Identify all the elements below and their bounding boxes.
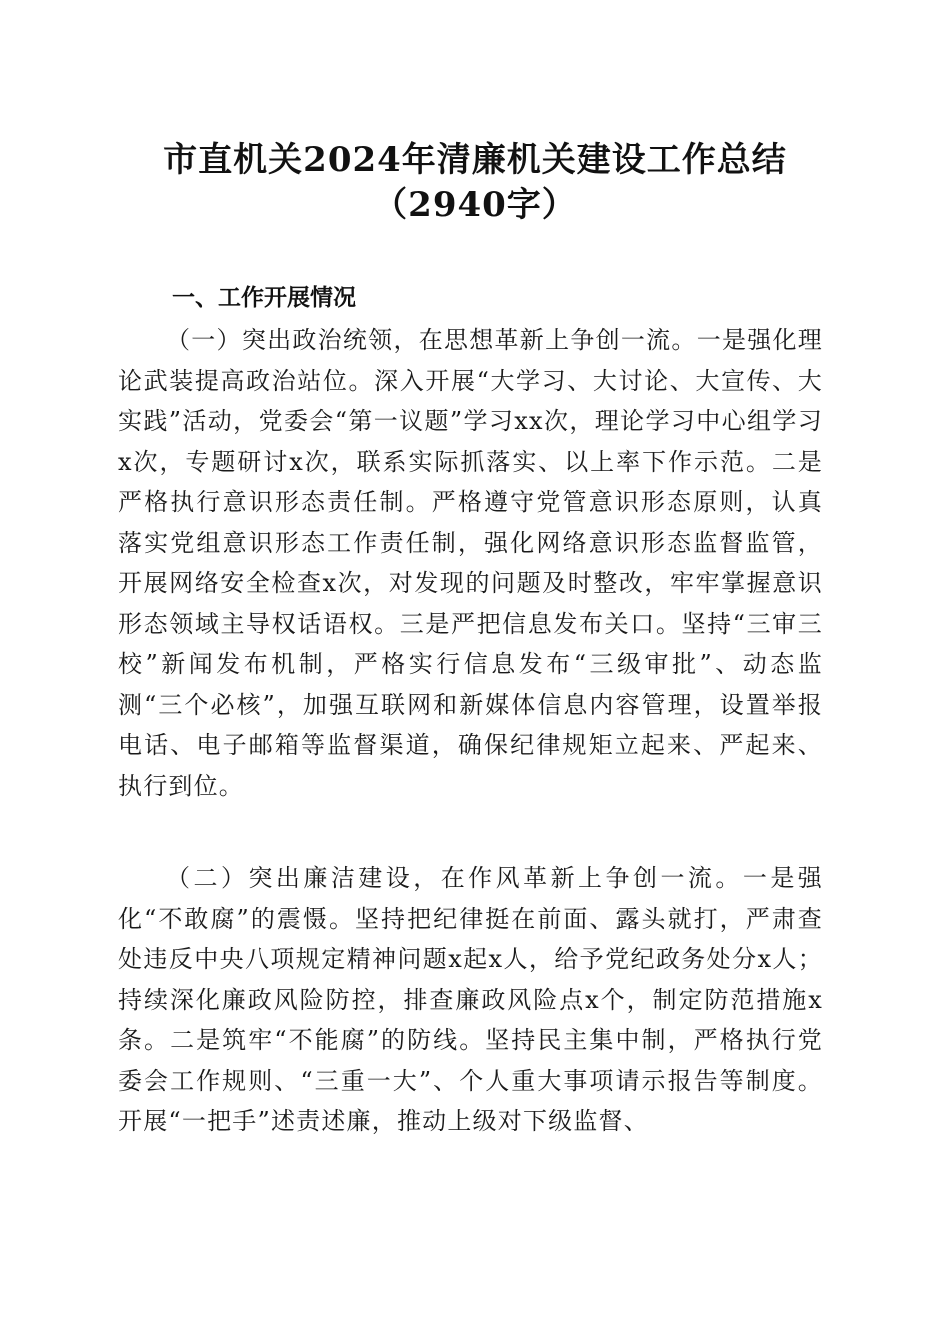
section-heading: 一、工作开展情况 bbox=[172, 285, 356, 311]
paragraph: （一）突出政治统领，在思想革新上争创一流。一是强化理论武装提高政治站位。深入开展“大学习、大讨论、大宣传、大实践”活动，党委会“第一议题”学习xx次，理论学习中心组学习x次，专题研讨x次，联系实际抓落实、以上率下作示范。二是严格执行意识形态责任制。严格遵守党管意识形态原则，认真落实党组意识形态工作责任制，强化网络意识形态监督监管，开展网络安全检查x次，对发现的问题及时整改，牢牢掌握意识形态领域主导权话语权。三是严把信息发布关口。坚持“三审三校”新闻发布机制，严格实行信息发布“三级审批”、动态监测“三个必核”，加强互联网和新媒体信息内容管理，设置举报电话、电子邮箱等监督渠道，确保纪律规矩立起来、严起来、执行到位。 bbox=[118, 326, 823, 800]
document-title: 市直机关2024年清廉机关建设工作总结 bbox=[163, 140, 787, 180]
document-subtitle: （2940字） bbox=[373, 185, 577, 225]
paragraph: （二）突出廉洁建设，在作风革新上争创一流。一是强化“不敢腐”的震慑。坚持把纪律挺在前面、露头就打，严肃查处违反中央八项规定精神问题x起x人，给予党纪政务处分x人；持续深化廉政风险防控，排查廉政风险点x个，制定防范措施x条。二是筑牢“不能腐”的防线。坚持民主集中制，严格执行党委会工作规则、“三重一大”、个人重大事项请示报告等制度。开展“一把手”述责述廉，推动上级对下级监督、 bbox=[118, 864, 823, 1135]
